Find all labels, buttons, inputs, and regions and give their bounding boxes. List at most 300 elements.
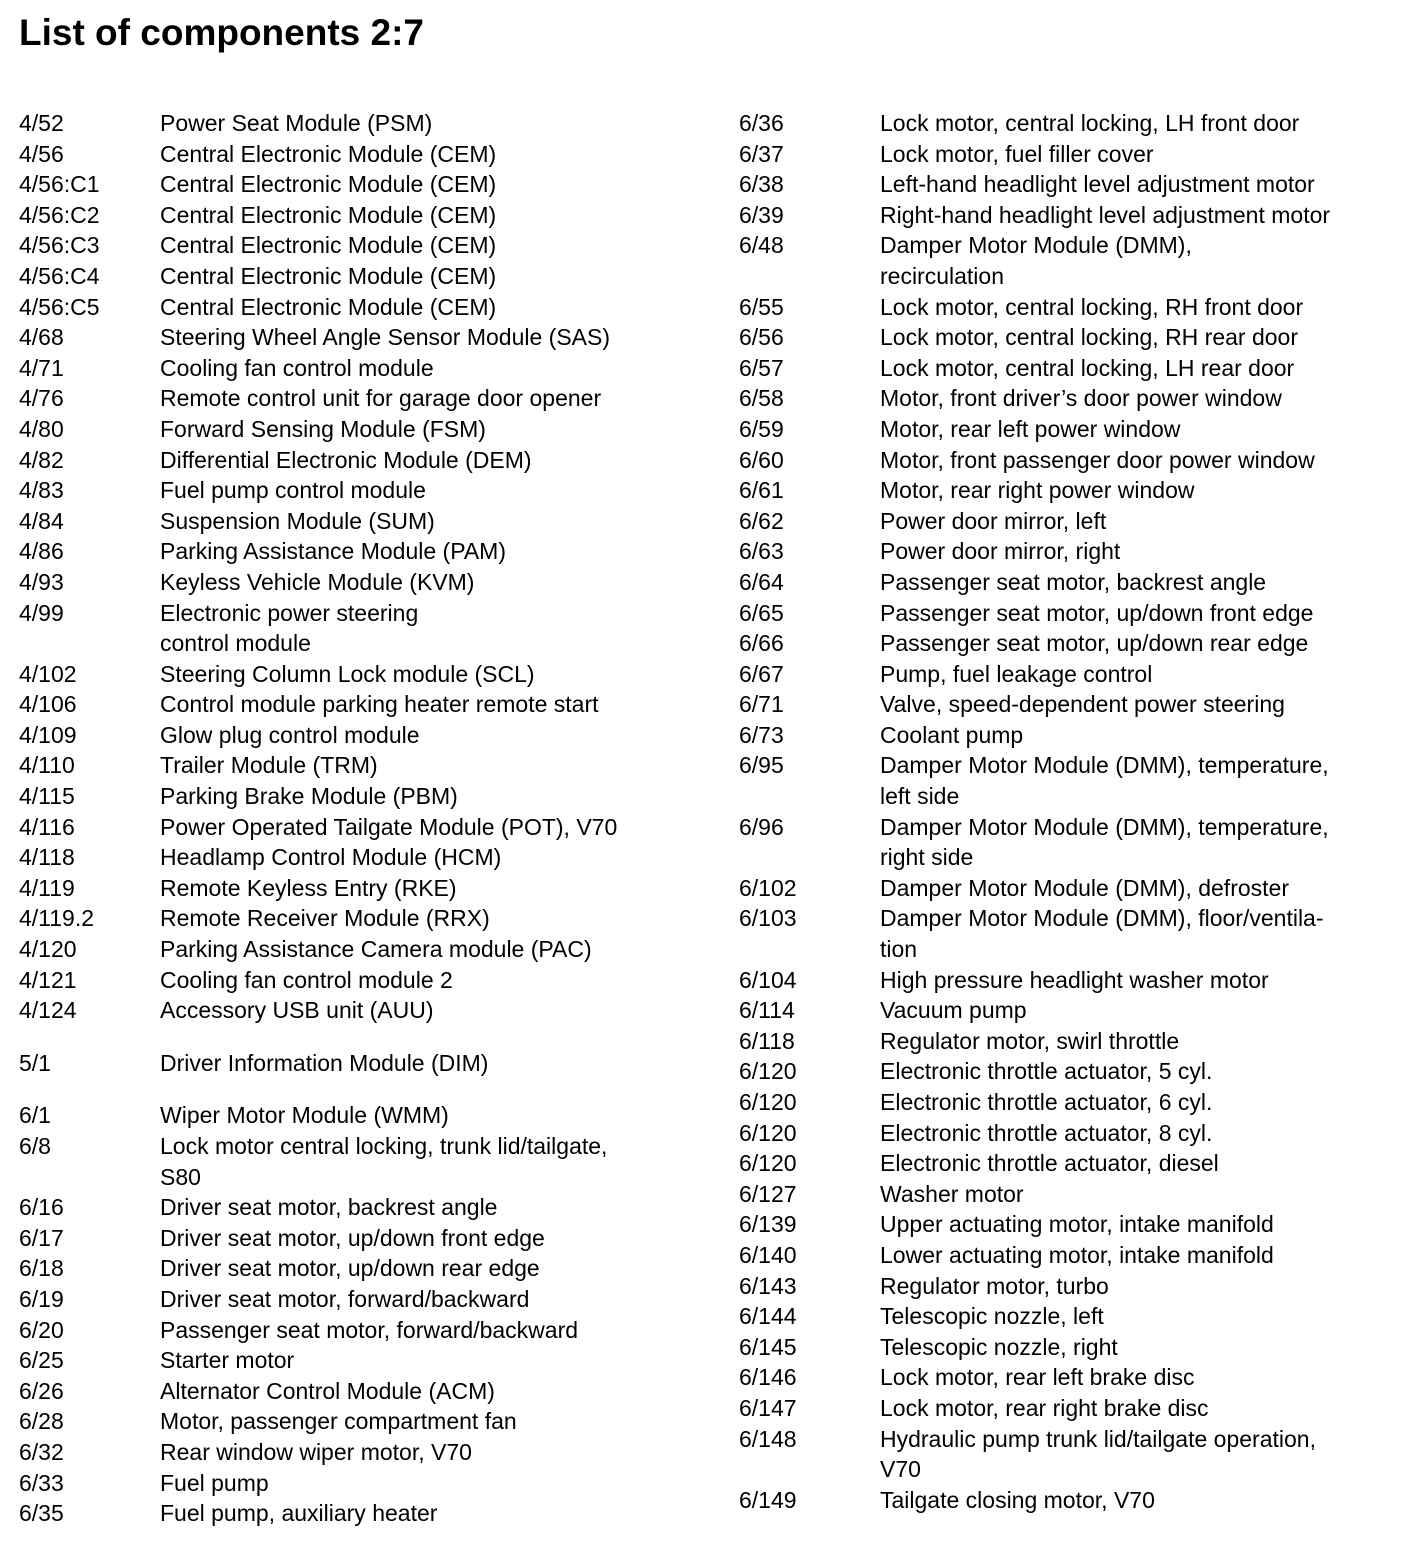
component-description (880, 1026, 1399, 1057)
component-entry (739, 322, 1399, 353)
component-description-line: Tailgate closing motor, V70 (880, 1486, 1155, 1513)
component-code: 6/32 (19, 1438, 64, 1465)
component-description (880, 903, 1399, 964)
component-code: 6/37 (739, 140, 784, 167)
component-description (160, 200, 699, 231)
component-code: 6/147 (739, 1394, 797, 1421)
component-description (160, 139, 699, 170)
component-entry (19, 108, 699, 139)
component-description-line: Remote Keyless Entry (RKE) (160, 874, 457, 901)
component-description-line: Lock motor central locking, trunk lid/tailgate, (160, 1133, 608, 1159)
component-description (880, 536, 1399, 567)
component-description (160, 1437, 699, 1468)
component-entry (19, 1284, 699, 1315)
component-entry (19, 1376, 699, 1407)
component-description-line: Central Electronic Module (CEM) (160, 171, 497, 198)
component-entry (739, 750, 1399, 811)
component-description-line: Central Electronic Module (CEM) (160, 293, 497, 320)
component-description (880, 1209, 1399, 1240)
component-description-line: Lower actuating motor, intake manifold (880, 1241, 1274, 1268)
component-code: 6/57 (739, 354, 784, 381)
component-code: 6/18 (19, 1255, 64, 1282)
component-code: 6/62 (739, 507, 784, 534)
component-description (880, 169, 1399, 200)
component-entry (19, 1253, 699, 1284)
component-code: 4/86 (19, 538, 64, 565)
component-code: 6/19 (19, 1285, 64, 1312)
component-code: 6/148 (739, 1425, 797, 1452)
component-description (880, 506, 1399, 537)
component-code: 4/84 (19, 507, 64, 534)
component-code: 4/56:C2 (19, 201, 100, 228)
component-description-line: Lock motor, central locking, RH rear door (880, 324, 1299, 351)
component-description (160, 873, 699, 904)
component-entry (19, 598, 699, 659)
component-entry (739, 1485, 1399, 1516)
component-code: 6/146 (739, 1364, 797, 1391)
component-entry (739, 536, 1399, 567)
component-description-line: Regulator motor, turbo (880, 1272, 1109, 1299)
component-description-line: Valve, speed-dependent power steering (880, 691, 1285, 718)
component-code: 6/139 (739, 1211, 797, 1238)
component-description (880, 1056, 1399, 1087)
component-description-line: Vacuum pump (880, 997, 1027, 1024)
component-description (880, 1332, 1399, 1363)
component-entry (19, 139, 699, 170)
component-description-line: Upper actuating motor, intake manifold (880, 1211, 1274, 1238)
component-description-line: Regulator motor, swirl throttle (880, 1027, 1180, 1054)
component-entry (739, 506, 1399, 537)
component-code: 4/71 (19, 354, 64, 381)
component-entry (739, 139, 1399, 170)
component-description-line: Differential Electronic Module (DEM) (160, 446, 532, 473)
component-entry (19, 1223, 699, 1254)
component-entry (19, 567, 699, 598)
component-entry (19, 322, 699, 353)
component-description-line: Telescopic nozzle, left (880, 1303, 1104, 1330)
component-entry (739, 200, 1399, 231)
component-description-line: Glow plug control module (160, 721, 420, 748)
component-code: 4/121 (19, 966, 77, 993)
component-description (880, 995, 1399, 1026)
component-code: 6/39 (739, 201, 784, 228)
component-description-line: left side (880, 783, 960, 810)
component-entry (739, 414, 1399, 445)
component-description (160, 292, 699, 323)
component-description (880, 598, 1399, 629)
component-description (160, 965, 699, 996)
component-description (160, 261, 699, 292)
component-description (880, 567, 1399, 598)
component-entry (19, 873, 699, 904)
component-entry (19, 750, 699, 781)
page-title: List of components 2:7 (19, 12, 424, 53)
component-description-line: Hydraulic pump trunk lid/tailgate operation, (880, 1425, 1316, 1452)
component-code: 6/26 (19, 1377, 64, 1404)
component-code: 4/80 (19, 415, 64, 442)
component-description (880, 1179, 1399, 1210)
component-code: 4/110 (19, 752, 75, 779)
component-entry (19, 1131, 699, 1192)
component-description-line: Wiper Motor Module (WMM) (160, 1102, 449, 1129)
component-description-line: Electronic power steering (160, 599, 419, 626)
component-description (160, 781, 699, 812)
component-code: 6/60 (739, 446, 784, 473)
component-entry (19, 292, 699, 323)
component-description-line: Damper Motor Module (DMM), (880, 232, 1192, 259)
component-description (880, 1362, 1399, 1393)
component-code: 6/66 (739, 630, 784, 657)
component-description-line: Lock motor, fuel filler cover (880, 140, 1154, 167)
component-entry (739, 169, 1399, 200)
component-entry (739, 1179, 1399, 1210)
component-code: 5/1 (19, 1049, 51, 1076)
component-description (880, 383, 1399, 414)
component-description (880, 720, 1399, 751)
component-code: 4/115 (19, 783, 75, 810)
component-entry (19, 1468, 699, 1499)
component-entry (19, 659, 699, 690)
component-description (880, 108, 1399, 139)
right-column (739, 108, 1399, 1515)
component-description-line: Electronic throttle actuator, 6 cyl. (880, 1089, 1213, 1115)
component-description-line: recirculation (880, 262, 1004, 289)
component-description (880, 292, 1399, 323)
component-description (160, 536, 699, 567)
component-description (160, 812, 699, 843)
component-code: 6/48 (739, 232, 784, 259)
component-description-line: Lock motor, rear right brake disc (880, 1394, 1209, 1421)
component-description-line: right side (880, 844, 974, 871)
component-description (160, 842, 699, 873)
component-description-line: Parking Assistance Camera module (PAC) (160, 936, 592, 963)
component-entry (19, 689, 699, 720)
component-description (160, 1406, 699, 1437)
component-description (160, 903, 699, 934)
component-description-line: Keyless Vehicle Module (KVM) (160, 568, 475, 595)
component-description-line: Forward Sensing Module (FSM) (160, 415, 486, 442)
component-code: 4/52 (19, 110, 64, 136)
component-description-line: Fuel pump (160, 1469, 269, 1496)
component-entry (19, 1048, 699, 1079)
component-code: 6/140 (739, 1241, 797, 1268)
component-description-line: Fuel pump control module (160, 477, 426, 504)
component-description (880, 689, 1399, 720)
component-entry (739, 292, 1399, 323)
component-code: 6/59 (739, 415, 784, 442)
component-entry (739, 1424, 1399, 1485)
component-description (880, 812, 1399, 873)
component-entry (19, 475, 699, 506)
component-description-line: Passenger seat motor, backrest angle (880, 568, 1267, 595)
component-entry (19, 842, 699, 873)
component-description-line: Headlamp Control Module (HCM) (160, 844, 502, 871)
component-description (880, 1424, 1399, 1485)
component-code: 4/116 (19, 813, 75, 840)
component-description-line: Suspension Module (SUM) (160, 507, 435, 534)
component-description-line: Parking Assistance Module (PAM) (160, 538, 506, 565)
component-entry (739, 475, 1399, 506)
component-description (160, 108, 699, 139)
component-entry (19, 1192, 699, 1223)
component-description-line: Rear window wiper motor, V70 (160, 1438, 472, 1465)
component-code: 6/33 (19, 1469, 64, 1496)
component-code: 4/76 (19, 385, 64, 412)
component-description-line: Lock motor, rear left brake disc (880, 1364, 1195, 1391)
component-description-line: Electronic throttle actuator, 5 cyl. (880, 1058, 1213, 1085)
component-description (160, 414, 699, 445)
component-code: 4/120 (19, 936, 77, 963)
component-description-line: Central Electronic Module (CEM) (160, 232, 497, 259)
component-code: 6/144 (739, 1303, 797, 1330)
component-description-line: Steering Wheel Angle Sensor Module (SAS) (160, 324, 611, 351)
component-description-line: Fuel pump, auxiliary heater (160, 1500, 438, 1527)
component-description (160, 169, 699, 200)
component-entry (739, 1301, 1399, 1332)
component-code: 6/114 (739, 997, 795, 1024)
component-entry (19, 1100, 699, 1131)
component-code: 6/95 (739, 752, 784, 779)
component-description-line: Central Electronic Module (CEM) (160, 201, 497, 228)
component-entry (19, 506, 699, 537)
component-entry (739, 567, 1399, 598)
component-description-line: Power door mirror, left (880, 507, 1107, 534)
component-code: 6/149 (739, 1486, 797, 1513)
component-description-line: Motor, front passenger door power window (880, 446, 1315, 473)
component-description-line: Parking Brake Module (PBM) (160, 783, 458, 810)
component-entry (19, 995, 699, 1026)
component-description (880, 230, 1399, 291)
component-description (880, 475, 1399, 506)
left-column (19, 108, 699, 1529)
component-entry (19, 353, 699, 384)
component-code: 4/118 (19, 844, 75, 871)
component-description (880, 873, 1399, 904)
component-description-line: Alternator Control Module (ACM) (160, 1377, 495, 1404)
component-code: 6/8 (19, 1133, 51, 1159)
component-code: 6/103 (739, 905, 797, 932)
component-entry (739, 995, 1399, 1026)
component-description-line: Accessory USB unit (AUU) (160, 997, 434, 1024)
component-code: 6/16 (19, 1194, 64, 1221)
component-description-line: Pump, fuel leakage control (880, 660, 1153, 687)
component-description (880, 628, 1399, 659)
component-description (880, 353, 1399, 384)
component-description (880, 1271, 1399, 1302)
component-code: 6/71 (739, 691, 784, 718)
component-description (160, 1192, 699, 1223)
component-description-line: Driver seat motor, forward/backward (160, 1285, 530, 1312)
component-entry (19, 230, 699, 261)
component-code: 6/143 (739, 1272, 797, 1299)
component-code: 4/56:C4 (19, 262, 100, 289)
component-description (160, 934, 699, 965)
component-description (880, 200, 1399, 231)
component-description-line: Driver seat motor, backrest angle (160, 1194, 498, 1221)
component-entry (739, 1148, 1399, 1179)
component-description-line: Central Electronic Module (CEM) (160, 140, 497, 167)
component-description-line: control module (160, 630, 311, 657)
component-description-line: Washer motor (880, 1180, 1024, 1207)
component-description-line: tion (880, 936, 918, 963)
component-description (880, 1485, 1399, 1516)
component-description (880, 1118, 1399, 1149)
component-entry (19, 812, 699, 843)
component-entry (739, 1026, 1399, 1057)
component-code: 6/120 (739, 1058, 797, 1085)
component-entry (19, 934, 699, 965)
component-description (160, 598, 699, 659)
component-code: 6/118 (739, 1027, 795, 1054)
component-entry (739, 598, 1399, 629)
component-entry (739, 1332, 1399, 1363)
component-code: 6/65 (739, 599, 784, 626)
component-description (880, 659, 1399, 690)
component-code: 6/120 (739, 1089, 797, 1115)
component-entry (739, 1087, 1399, 1118)
component-description (160, 353, 699, 384)
component-description-line: Steering Column Lock module (SCL) (160, 660, 535, 687)
component-description-line: Damper Motor Module (DMM), defroster (880, 874, 1289, 901)
component-entry (739, 812, 1399, 873)
component-entry (739, 1209, 1399, 1240)
component-description-line: Central Electronic Module (CEM) (160, 262, 497, 289)
component-entry (19, 965, 699, 996)
component-description-line: Coolant pump (880, 721, 1024, 748)
component-description (160, 1223, 699, 1254)
component-code: 6/1 (19, 1102, 51, 1129)
component-description-line: Lock motor, central locking, LH front door (880, 110, 1300, 136)
component-description (160, 1345, 699, 1376)
component-description (160, 1376, 699, 1407)
component-description-line: Passenger seat motor, forward/backward (160, 1316, 579, 1343)
component-code: 4/119.2 (19, 905, 95, 932)
component-description (160, 322, 699, 353)
component-entry (19, 383, 699, 414)
component-description (880, 322, 1399, 353)
component-description-line: Motor, front driver’s door power window (880, 385, 1282, 412)
component-code: 6/127 (739, 1180, 797, 1207)
component-description (880, 750, 1399, 811)
component-description-line: Left-hand headlight level adjustment motor (880, 171, 1315, 198)
component-description-line: Telescopic nozzle, right (880, 1333, 1118, 1360)
component-description-line: High pressure headlight washer motor (880, 966, 1269, 993)
component-description-line: Power door mirror, right (880, 538, 1121, 565)
component-entry (19, 200, 699, 231)
component-description (160, 475, 699, 506)
component-code: 6/55 (739, 293, 784, 320)
component-code: 6/73 (739, 721, 784, 748)
component-description (160, 720, 699, 751)
component-code: 6/20 (19, 1316, 64, 1343)
component-description-line: Trailer Module (TRM) (160, 752, 378, 779)
component-entry (739, 1393, 1399, 1424)
component-description-line: S80 (160, 1163, 201, 1190)
component-description (880, 414, 1399, 445)
component-entry (19, 1406, 699, 1437)
component-description (160, 1253, 699, 1284)
component-entry (19, 903, 699, 934)
component-description (880, 1148, 1399, 1179)
component-description (160, 750, 699, 781)
component-code: 4/56:C1 (19, 171, 100, 198)
component-code: 6/61 (739, 477, 784, 504)
component-entry (739, 1271, 1399, 1302)
component-entry (739, 383, 1399, 414)
component-code: 6/36 (739, 110, 784, 136)
component-code: 4/56:C3 (19, 232, 100, 259)
component-entry (739, 445, 1399, 476)
component-entry (739, 353, 1399, 384)
component-description (160, 1048, 699, 1079)
component-entry (19, 1437, 699, 1468)
component-description-line: Power Seat Module (PSM) (160, 110, 433, 136)
component-code: 4/56:C5 (19, 293, 100, 320)
component-code: 4/68 (19, 324, 64, 351)
component-description-line: Power Operated Tailgate Module (POT), V70 (160, 813, 618, 840)
component-code: 6/17 (19, 1224, 64, 1251)
component-entry (739, 230, 1399, 291)
component-description-line: Driver seat motor, up/down front edge (160, 1224, 545, 1251)
component-description-line: Control module parking heater remote start (160, 691, 599, 718)
component-description (160, 1131, 699, 1192)
component-description (160, 689, 699, 720)
component-description (160, 1100, 699, 1131)
component-description-line: Electronic throttle actuator, 8 cyl. (880, 1119, 1213, 1146)
component-code: 4/82 (19, 446, 64, 473)
component-code: 4/102 (19, 660, 77, 687)
component-description-line: Lock motor, central locking, RH front door (880, 293, 1304, 320)
component-code: 6/28 (19, 1408, 64, 1435)
component-description (880, 1240, 1399, 1271)
component-description (880, 1301, 1399, 1332)
component-entry (739, 1240, 1399, 1271)
component-description-line: Remote Receiver Module (RRX) (160, 905, 490, 932)
component-code: 6/58 (739, 385, 784, 412)
component-description-line: Cooling fan control module (160, 354, 434, 381)
component-description-line: Motor, rear right power window (880, 477, 1195, 504)
component-description-line: V70 (880, 1456, 921, 1483)
component-entry (19, 169, 699, 200)
component-description (160, 1315, 699, 1346)
component-entry (739, 903, 1399, 964)
component-code: 6/120 (739, 1119, 797, 1146)
component-code: 4/106 (19, 691, 77, 718)
component-code: 6/145 (739, 1333, 797, 1360)
component-description-line: Starter motor (160, 1347, 295, 1374)
component-description-line: Motor, passenger compartment fan (160, 1408, 517, 1435)
component-description-line: Cooling fan control module 2 (160, 966, 453, 993)
component-description (880, 1393, 1399, 1424)
component-code: 6/56 (739, 324, 784, 351)
component-code: 6/63 (739, 538, 784, 565)
component-entry (19, 1498, 699, 1529)
component-code: 4/119 (19, 874, 75, 901)
component-entry (739, 689, 1399, 720)
component-entry (19, 1345, 699, 1376)
component-entry (739, 965, 1399, 996)
component-entry (19, 536, 699, 567)
component-code: 6/64 (739, 568, 784, 595)
component-entry (739, 873, 1399, 904)
component-description (160, 445, 699, 476)
component-description (160, 567, 699, 598)
component-code: 6/120 (739, 1150, 797, 1177)
component-entry (19, 720, 699, 751)
component-description (880, 445, 1399, 476)
component-entry (19, 445, 699, 476)
component-code: 6/102 (739, 874, 797, 901)
